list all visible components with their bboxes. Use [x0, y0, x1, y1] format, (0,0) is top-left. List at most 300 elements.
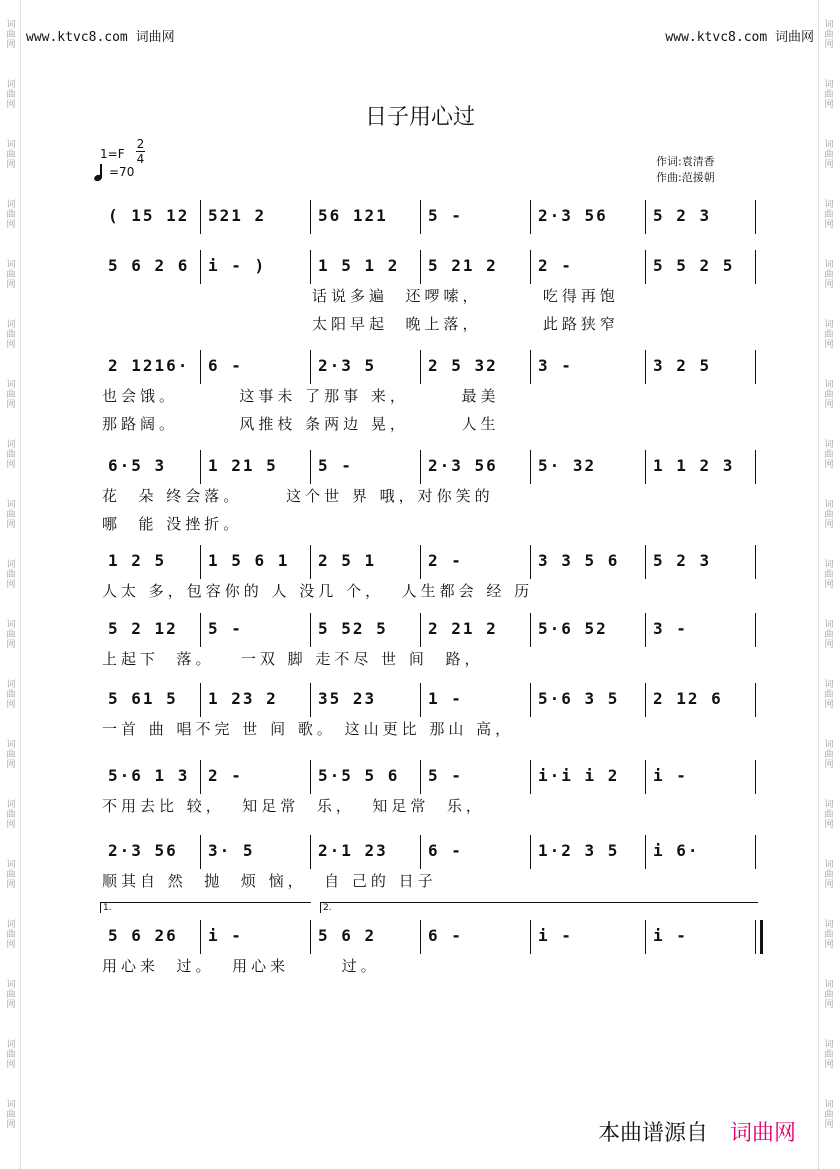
- measure-notes: 2·1 23: [318, 841, 388, 860]
- measure-notes: 3· 5: [208, 841, 255, 860]
- measure-notes: 2·3 56: [538, 206, 608, 225]
- watermark-char: 词: [824, 320, 834, 330]
- barline: [310, 613, 311, 647]
- barline: [310, 760, 311, 794]
- barline: [200, 450, 201, 484]
- song-title: 日子用心过: [364, 105, 475, 130]
- watermark-char: 曲: [824, 990, 834, 1000]
- watermark-char: 网: [824, 520, 834, 530]
- measure-notes: 5·6 3 5: [538, 689, 620, 708]
- measure-notes: i -: [208, 926, 243, 945]
- watermark-group: [820, 740, 838, 800]
- margin-line-left: [20, 0, 21, 1169]
- header-site-left[interactable]: www.ktvc8.com 词曲网: [26, 30, 175, 45]
- measure-notes: 3 -: [538, 356, 573, 375]
- watermark-group: [2, 320, 20, 380]
- measure-notes: i·i i 2: [538, 766, 620, 785]
- watermark-char: 网: [824, 760, 834, 770]
- watermark-char: 词: [824, 680, 834, 690]
- barline: [755, 920, 763, 954]
- measure-notes: 6 -: [428, 841, 463, 860]
- barline: [530, 613, 531, 647]
- watermark-column-left: [2, 20, 20, 1160]
- watermark-char: 词: [824, 500, 834, 510]
- watermark-char: 网: [6, 160, 16, 170]
- measure-notes: 1 2 5: [108, 551, 167, 570]
- watermark-group: [820, 380, 838, 440]
- lyric-line: 一首 曲 唱不完 世 间 歌。 这山更比 那山 高，: [102, 720, 515, 738]
- measure-notes: i 6·: [653, 841, 700, 860]
- watermark-char: 曲: [6, 810, 16, 820]
- watermark-char: 网: [824, 940, 834, 950]
- watermark-char: 词: [6, 20, 16, 30]
- watermark-char: 词: [6, 620, 16, 630]
- barline: [200, 200, 201, 234]
- barline: [530, 350, 531, 384]
- watermark-char: 网: [6, 400, 16, 410]
- watermark-char: 曲: [824, 810, 834, 820]
- watermark-char: 网: [6, 580, 16, 590]
- watermark-char: 词: [824, 740, 834, 750]
- measure-notes: i - ): [208, 256, 267, 275]
- measure-notes: 1 5 6 1: [208, 551, 290, 570]
- measure-notes: 5 2 3: [653, 206, 712, 225]
- watermark-char: 网: [824, 220, 834, 230]
- watermark-char: 网: [824, 40, 834, 50]
- lyric-line: 话说多遍 还啰嗦， 吃得再饱: [312, 287, 619, 305]
- lyric-line: 也会饿。 这事未 了那事 来， 最美: [102, 387, 500, 405]
- measure-notes: 3 -: [653, 619, 688, 638]
- watermark-char: 词: [6, 260, 16, 270]
- measure-notes: 5 -: [428, 766, 463, 785]
- watermark-group: [820, 200, 838, 260]
- footer-brand[interactable]: 词曲网: [729, 1121, 796, 1146]
- lyric-line: 用心来 过。 用心来 过。: [102, 957, 380, 975]
- barline: [310, 683, 311, 717]
- watermark-char: 曲: [6, 630, 16, 640]
- barline: [755, 835, 756, 869]
- measure-notes: 2 -: [208, 766, 243, 785]
- tempo-value: =70: [109, 165, 135, 179]
- lyric-line: 人太 多，包容你的 人 没几 个， 人生都会 经 历: [102, 582, 534, 600]
- watermark-group: [820, 920, 838, 980]
- watermark-group: [820, 860, 838, 920]
- barline: [420, 760, 421, 794]
- measure-notes: i -: [653, 766, 688, 785]
- barline: [420, 545, 421, 579]
- measure-notes: 1 1 2 3: [653, 456, 735, 475]
- barline: [530, 835, 531, 869]
- watermark-char: 词: [824, 140, 834, 150]
- measure-notes: 1 -: [428, 689, 463, 708]
- watermark-char: 曲: [824, 870, 834, 880]
- barline: [310, 200, 311, 234]
- barline: [310, 835, 311, 869]
- measure-notes: 5 -: [318, 456, 353, 475]
- watermark-group: [820, 320, 838, 380]
- watermark-group: [820, 560, 838, 620]
- lyric-line: 上起下 落。 一双 脚 走不尽 世 间 路，: [102, 650, 484, 668]
- watermark-char: 词: [824, 920, 834, 930]
- measure-notes: 6·5 3: [108, 456, 167, 475]
- watermark-char: 网: [824, 700, 834, 710]
- watermark-group: [820, 140, 838, 200]
- measure-notes: 5·6 1 3: [108, 766, 190, 785]
- watermark-char: 曲: [6, 510, 16, 520]
- barline: [530, 545, 531, 579]
- barline: [645, 760, 646, 794]
- measure-notes: 35 23: [318, 689, 377, 708]
- watermark-char: 网: [6, 460, 16, 470]
- watermark-char: 词: [6, 380, 16, 390]
- watermark-group: [820, 620, 838, 680]
- watermark-group: [820, 500, 838, 560]
- measure-notes: 2 1216·: [108, 356, 190, 375]
- measure-notes: 5 5 2 5: [653, 256, 735, 275]
- watermark-char: 曲: [6, 90, 16, 100]
- watermark-char: 网: [6, 760, 16, 770]
- watermark-char: 词: [824, 440, 834, 450]
- measure-notes: 6 -: [208, 356, 243, 375]
- watermark-char: 词: [6, 740, 16, 750]
- barline: [420, 250, 421, 284]
- measure-notes: i -: [538, 926, 573, 945]
- barline: [755, 760, 756, 794]
- barline: [200, 920, 201, 954]
- watermark-char: 网: [824, 280, 834, 290]
- watermark-group: [2, 560, 20, 620]
- watermark-group: [2, 260, 20, 320]
- watermark-char: 网: [6, 640, 16, 650]
- barline: [645, 920, 646, 954]
- barline: [645, 200, 646, 234]
- watermark-char: 网: [6, 700, 16, 710]
- watermark-char: 词: [6, 680, 16, 690]
- watermark-char: 词: [824, 1040, 834, 1050]
- watermark-char: 网: [824, 1120, 834, 1130]
- watermark-group: [820, 680, 838, 740]
- watermark-char: 曲: [824, 510, 834, 520]
- watermark-char: 网: [824, 100, 834, 110]
- volta-bracket: 1.: [100, 902, 311, 913]
- watermark-char: 网: [6, 1120, 16, 1130]
- measure-notes: 2 12 6: [653, 689, 723, 708]
- watermark-char: 曲: [6, 390, 16, 400]
- measure-notes: 3 3 5 6: [538, 551, 620, 570]
- lyric-line: 哪 能 没挫折。: [102, 515, 243, 533]
- watermark-group: [820, 1100, 838, 1160]
- measure-notes: 5·6 52: [538, 619, 608, 638]
- barline: [645, 350, 646, 384]
- barline: [645, 545, 646, 579]
- barline: [200, 760, 201, 794]
- barline: [645, 250, 646, 284]
- measure-notes: 521 2: [208, 206, 267, 225]
- watermark-char: 词: [824, 980, 834, 990]
- watermark-char: 词: [824, 560, 834, 570]
- barline: [200, 835, 201, 869]
- watermark-group: [2, 920, 20, 980]
- watermark-char: 网: [6, 40, 16, 50]
- measure-notes: 5· 32: [538, 456, 597, 475]
- measure-notes: 1 5 1 2: [318, 256, 400, 275]
- measure-notes: 2 5 32: [428, 356, 498, 375]
- watermark-char: 曲: [6, 570, 16, 580]
- watermark-char: 网: [6, 940, 16, 950]
- credits: [656, 154, 715, 186]
- watermark-char: 曲: [824, 150, 834, 160]
- measure-notes: 5 6 2 6: [108, 256, 190, 275]
- watermark-char: 曲: [6, 990, 16, 1000]
- measure-notes: 5 -: [428, 206, 463, 225]
- barline: [755, 545, 756, 579]
- watermark-char: 词: [6, 140, 16, 150]
- watermark-char: 词: [824, 200, 834, 210]
- watermark-char: 词: [824, 800, 834, 810]
- barline: [755, 250, 756, 284]
- lyric-line: 花 朵 终会落。 这个世 界 哦，对你笑的: [102, 487, 494, 505]
- measure-notes: 2·3 56: [428, 456, 498, 475]
- composer: 作曲:范援朝: [656, 171, 715, 184]
- watermark-group: [2, 20, 20, 80]
- footer: [598, 1116, 796, 1147]
- measure-notes: 1 21 5: [208, 456, 278, 475]
- watermark-char: 曲: [824, 570, 834, 580]
- barline: [420, 350, 421, 384]
- lyricist: 作词:袁清香: [656, 155, 715, 168]
- watermark-column-right: [820, 20, 838, 1160]
- watermark-char: 网: [6, 100, 16, 110]
- barline: [310, 350, 311, 384]
- watermark-group: [2, 860, 20, 920]
- watermark-group: [820, 260, 838, 320]
- watermark-char: 网: [6, 880, 16, 890]
- watermark-char: 曲: [6, 210, 16, 220]
- volta-bracket: 2.: [320, 902, 758, 913]
- watermark-char: 网: [6, 1060, 16, 1070]
- watermark-char: 词: [6, 440, 16, 450]
- watermark-char: 词: [6, 1100, 16, 1110]
- measure-notes: 2 5 1: [318, 551, 377, 570]
- watermark-char: 曲: [6, 1050, 16, 1060]
- barline: [530, 200, 531, 234]
- measure-notes: 3 2 5: [653, 356, 712, 375]
- measure-notes: 5 2 12: [108, 619, 178, 638]
- barline: [200, 250, 201, 284]
- barline: [755, 450, 756, 484]
- watermark-char: 词: [6, 980, 16, 990]
- measure-notes: 5 2 3: [653, 551, 712, 570]
- measure-notes: 56 121: [318, 206, 388, 225]
- watermark-char: 网: [6, 220, 16, 230]
- watermark-char: 曲: [824, 1110, 834, 1120]
- watermark-char: 曲: [6, 870, 16, 880]
- watermark-char: 网: [6, 340, 16, 350]
- watermark-group: [2, 740, 20, 800]
- watermark-char: 曲: [6, 1110, 16, 1120]
- barline: [755, 683, 756, 717]
- watermark-char: 曲: [824, 330, 834, 340]
- watermark-char: 曲: [6, 150, 16, 160]
- watermark-char: 曲: [824, 210, 834, 220]
- watermark-char: 曲: [6, 270, 16, 280]
- watermark-group: [2, 1100, 20, 1160]
- barline: [530, 683, 531, 717]
- watermark-char: 网: [824, 340, 834, 350]
- time-signature-top: 2: [136, 137, 145, 151]
- barline: [755, 613, 756, 647]
- barline: [200, 350, 201, 384]
- watermark-char: 词: [6, 920, 16, 930]
- watermark-char: 曲: [824, 750, 834, 760]
- watermark-char: 曲: [824, 270, 834, 280]
- watermark-char: 词: [6, 800, 16, 810]
- watermark-char: 词: [6, 860, 16, 870]
- barline: [420, 683, 421, 717]
- watermark-char: 词: [824, 860, 834, 870]
- barline: [200, 683, 201, 717]
- watermark-char: 词: [824, 80, 834, 90]
- barline: [420, 200, 421, 234]
- watermark-char: 曲: [6, 690, 16, 700]
- barline: [200, 613, 201, 647]
- watermark-group: [2, 500, 20, 560]
- watermark-group: [2, 440, 20, 500]
- barline: [645, 450, 646, 484]
- watermark-char: 词: [824, 260, 834, 270]
- watermark-char: 曲: [824, 630, 834, 640]
- watermark-char: 词: [6, 80, 16, 90]
- watermark-group: [2, 680, 20, 740]
- watermark-char: 网: [824, 880, 834, 890]
- watermark-char: 网: [824, 1060, 834, 1070]
- time-signature: [136, 137, 145, 166]
- watermark-char: 网: [824, 460, 834, 470]
- barline: [420, 450, 421, 484]
- barline: [200, 545, 201, 579]
- margin-line-right: [818, 0, 819, 1169]
- measure-notes: 5 6 2: [318, 926, 377, 945]
- watermark-char: 词: [6, 500, 16, 510]
- watermark-char: 曲: [6, 30, 16, 40]
- barline: [420, 920, 421, 954]
- barline: [310, 545, 311, 579]
- watermark-group: [2, 1040, 20, 1100]
- barline: [755, 350, 756, 384]
- watermark-char: 网: [824, 1000, 834, 1010]
- watermark-group: [820, 800, 838, 860]
- barline: [310, 250, 311, 284]
- watermark-group: [2, 800, 20, 860]
- watermark-char: 曲: [6, 930, 16, 940]
- watermark-char: 网: [824, 580, 834, 590]
- watermark-group: [820, 20, 838, 80]
- watermark-char: 网: [6, 280, 16, 290]
- measure-notes: 5 6 26: [108, 926, 178, 945]
- watermark-char: 词: [6, 560, 16, 570]
- watermark-char: 曲: [824, 90, 834, 100]
- barline: [755, 200, 756, 234]
- watermark-char: 曲: [6, 750, 16, 760]
- watermark-char: 词: [824, 380, 834, 390]
- measure-notes: 2 21 2: [428, 619, 498, 638]
- watermark-group: [820, 440, 838, 500]
- barline: [645, 613, 646, 647]
- watermark-group: [2, 980, 20, 1040]
- measure-notes: 2 -: [428, 551, 463, 570]
- barline: [530, 450, 531, 484]
- time-signature-bottom: 4: [136, 152, 145, 166]
- measure-notes: 1·2 3 5: [538, 841, 620, 860]
- watermark-char: 词: [824, 620, 834, 630]
- watermark-char: 词: [6, 1040, 16, 1050]
- watermark-char: 曲: [824, 1050, 834, 1060]
- lyric-line: 顺其自 然 抛 烦 恼， 自 己的 日子: [102, 872, 437, 890]
- watermark-char: 曲: [6, 450, 16, 460]
- measure-notes: 5 -: [208, 619, 243, 638]
- lyric-line: 不用去比 较， 知足常 乐， 知足常 乐，: [102, 797, 485, 815]
- barline: [420, 613, 421, 647]
- measure-notes: 5 61 5: [108, 689, 178, 708]
- watermark-char: 词: [824, 1100, 834, 1110]
- barline: [530, 760, 531, 794]
- header-site-right[interactable]: www.ktvc8.com 词曲网: [665, 30, 814, 45]
- footer-source: 本曲谱源自: [597, 1121, 708, 1146]
- watermark-group: [2, 380, 20, 440]
- watermark-char: 网: [824, 820, 834, 830]
- measure-notes: 2 -: [538, 256, 573, 275]
- barline: [310, 920, 311, 954]
- lyric-line: 那路阔。 风推枝 条两边 晃， 人生: [102, 415, 500, 433]
- measure-notes: 6 -: [428, 926, 463, 945]
- measure-notes: 2·3 5: [318, 356, 377, 375]
- watermark-group: [820, 1040, 838, 1100]
- watermark-char: 网: [824, 160, 834, 170]
- measure-notes: 2·3 56: [108, 841, 178, 860]
- watermark-group: [2, 140, 20, 200]
- barline: [530, 250, 531, 284]
- quarter-note-icon: [100, 164, 106, 178]
- watermark-char: 网: [824, 640, 834, 650]
- watermark-char: 网: [6, 520, 16, 530]
- key-signature: 1=F: [100, 147, 125, 161]
- watermark-char: 网: [824, 400, 834, 410]
- barline: [310, 450, 311, 484]
- barline: [645, 835, 646, 869]
- watermark-group: [820, 980, 838, 1040]
- measure-notes: ( 15 12: [108, 206, 190, 225]
- watermark-char: 曲: [6, 330, 16, 340]
- watermark-char: 曲: [824, 390, 834, 400]
- measure-notes: 1 23 2: [208, 689, 278, 708]
- tempo-marking: [100, 164, 134, 179]
- watermark-group: [2, 620, 20, 680]
- measure-notes: i -: [653, 926, 688, 945]
- watermark-char: 曲: [824, 690, 834, 700]
- watermark-char: 曲: [824, 450, 834, 460]
- watermark-char: 词: [6, 320, 16, 330]
- watermark-char: 曲: [824, 30, 834, 40]
- watermark-char: 网: [6, 820, 16, 830]
- lyric-line: 太阳早起 晚上落， 此路狭窄: [312, 315, 619, 333]
- watermark-char: 曲: [824, 930, 834, 940]
- measure-notes: 5·5 5 6: [318, 766, 400, 785]
- watermark-char: 网: [6, 1000, 16, 1010]
- watermark-char: 词: [824, 20, 834, 30]
- watermark-group: [2, 200, 20, 260]
- barline: [420, 835, 421, 869]
- watermark-char: 词: [6, 200, 16, 210]
